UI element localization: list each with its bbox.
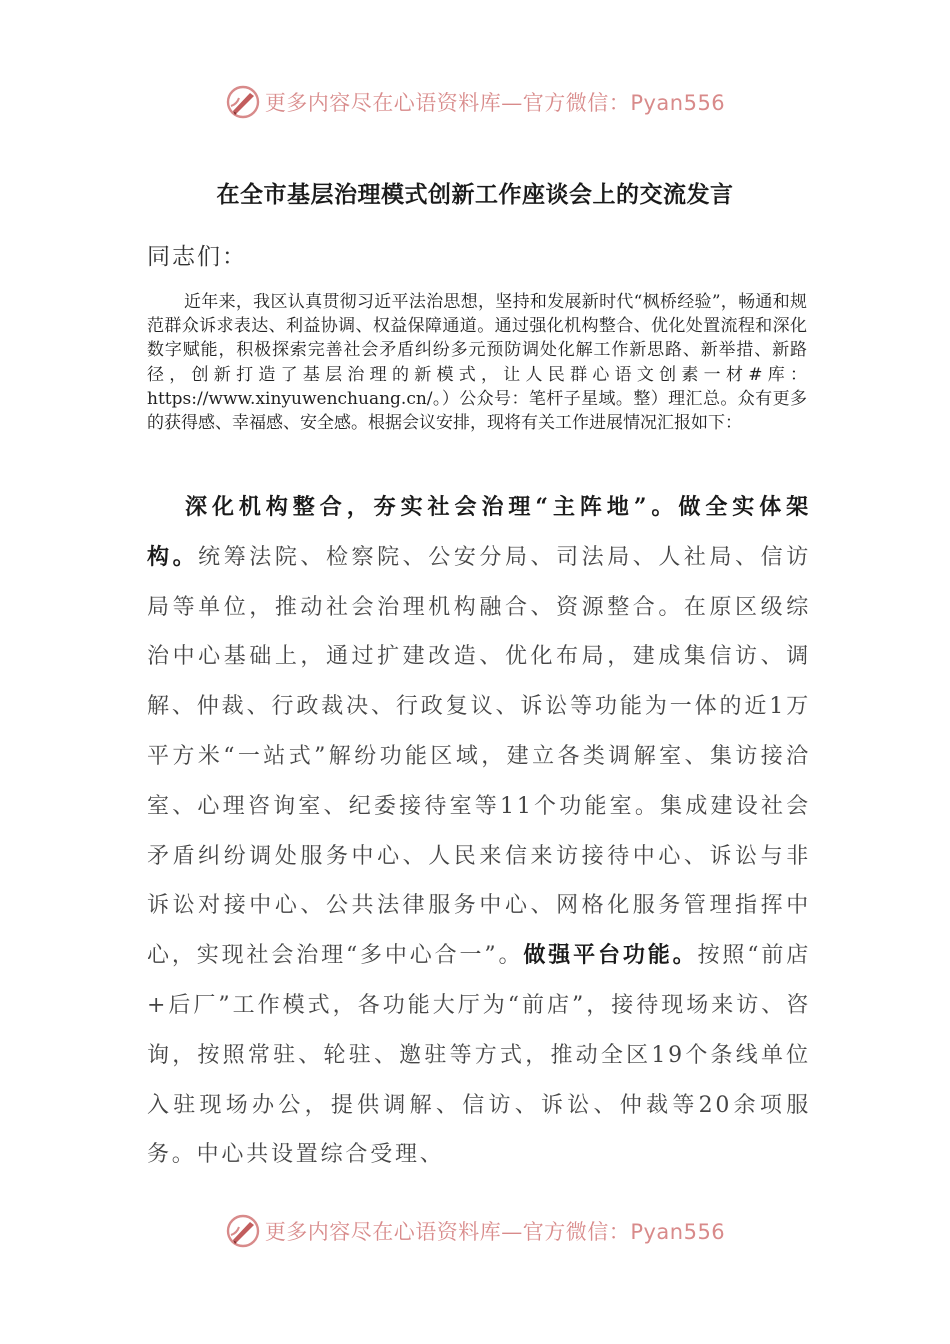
watermark-handle: Pyan556 — [630, 1220, 726, 1244]
sub-heading-1: 做全实体架构。 — [147, 494, 811, 570]
body-text-2: 按照“前店+后厂”工作模式，各功能大厅为“前店”，接待现场来访、咨询，按照常驻、轮驻、邀驻等方式，推动全区19个条线单位入驻现场办公，提供调解、信访、诉讼、仲裁等20余项服务。中心共设置综合受理、 — [147, 943, 812, 1168]
section-heading: 深化机构整合，夯实社会治理“主阵地”。 — [185, 494, 679, 520]
pen-logo-icon — [225, 1213, 261, 1249]
watermark-header — [0, 82, 950, 122]
body-paragraph — [147, 483, 811, 1180]
sub-heading-2: 做强平台功能。 — [523, 942, 698, 969]
body-text-1: 统筹法院、检察院、公安分局、司法局、人社局、信访局等单位，推动社会治理机构融合、资源整合。在原区级综治中心基础上，通过扩建改造、优化布局，建成集信访、调解、仲裁、行政裁决、行政复议、诉讼等功能为一体的近1万平方米“一站式”解纷功能区域，建立各类调解室、集访接洽室、心理咨询室、纪委接待室等11个功能室。集成建设社会矛盾纠纷调处服务中心、人民来信来访接待中心、诉讼与非诉讼对接中心、公共法律服务中心、网格化服务管理指挥中心，实现社会治理“多中心合一”。 — [147, 544, 811, 969]
salutation: 同志们： — [147, 244, 247, 270]
watermark-text: 更多内容尽在心语资料库—官方微信：Pyan556 — [264, 91, 726, 115]
watermark-text: 更多内容尽在心语资料库—官方微信：Pyan556 — [264, 1220, 726, 1244]
document-title: 在全市基层治理模式创新工作座谈会上的交流发言 — [216, 181, 734, 208]
watermark-handle: Pyan556 — [630, 91, 726, 115]
watermark-footer — [0, 1211, 950, 1251]
pen-logo-icon — [225, 84, 261, 120]
intro-paragraph: 近年来，我区认真贯彻习近平法治思想，坚持和发展新时代“枫桥经验”，畅通和规范群众诉求表达、利益协调、权益保障通道。通过强化机构整合、优化处置流程和深化数字赋能，积极探索完善社会矛盾纠纷多元预防调处化解工作新思路、新举措、新路径，创新打造了基层治理的新模式，让人民群心语文创素一材#库：https://www.xinyuwenchuang.cn/。）公众号：笔杆子星域。整）理汇总。众有更多的获得感、幸福感、安全感。根据会议安排，现将有关工作进展情况汇报如下： — [147, 292, 807, 434]
